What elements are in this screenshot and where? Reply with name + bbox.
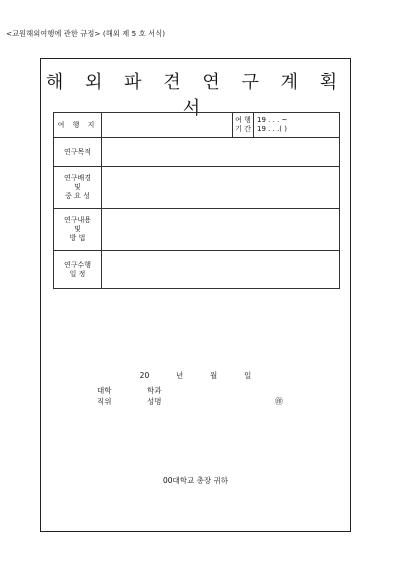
period-end-line: 19 . . .( ) — [257, 125, 287, 133]
signature-row — [97, 385, 297, 396]
label-line: 및 — [74, 225, 81, 233]
label-line: 연구수행 — [63, 260, 92, 269]
table-row — [54, 209, 340, 251]
label-line: 중 요 성 — [65, 192, 90, 200]
university-label: 대학 — [97, 386, 112, 395]
seal-mark: ㊞ — [275, 397, 283, 406]
signature-block — [97, 385, 297, 407]
research-content-field[interactable] — [102, 209, 340, 251]
signature-row — [97, 396, 297, 407]
label-line: 연구내용 — [63, 216, 92, 224]
period-start-line: 19 . . . ~ — [257, 116, 288, 124]
travel-place-label: 여 행 지 — [54, 113, 102, 138]
table-row — [54, 167, 340, 209]
name-label: 성명 — [147, 397, 162, 406]
form-reference-note: <교원해외여행에 관한 규정> (해외 제 5 호 서식) — [6, 29, 166, 38]
label-line: 방 법 — [69, 234, 86, 242]
form-frame — [40, 58, 351, 532]
research-background-label — [54, 167, 102, 209]
document-title: 해 외 파 견 연 구 계 획 서 — [45, 72, 346, 119]
research-purpose-field[interactable] — [102, 138, 340, 167]
table-row — [54, 138, 340, 167]
plan-form-table — [53, 112, 340, 289]
label-line: 및 — [74, 183, 81, 191]
year-prefix: 20 — [139, 371, 150, 380]
department-label: 학과 — [147, 386, 162, 395]
table-row — [54, 251, 340, 289]
research-background-field[interactable] — [102, 167, 340, 209]
addressee: 00대학교 총장 귀하 — [162, 476, 229, 485]
travel-place-field[interactable] — [102, 113, 233, 138]
day-label: 일 — [244, 371, 252, 380]
table-row — [54, 113, 340, 138]
date-line — [41, 370, 350, 381]
travel-period-label — [233, 113, 254, 138]
travel-period-field[interactable] — [254, 113, 340, 138]
research-schedule-field[interactable] — [102, 251, 340, 289]
research-schedule-label — [54, 251, 102, 289]
research-content-label — [54, 209, 102, 251]
year-label: 년 — [176, 371, 184, 380]
position-label: 직위 — [97, 397, 112, 406]
travel-period-label-line2: 기 간 — [235, 125, 251, 133]
travel-period-label-line1: 여 행 — [235, 116, 251, 124]
label-line: 일 정 — [69, 269, 86, 278]
label-line: 연구배경 — [63, 174, 92, 182]
month-label: 월 — [210, 371, 218, 380]
research-purpose-label: 연구목적 — [54, 138, 102, 167]
